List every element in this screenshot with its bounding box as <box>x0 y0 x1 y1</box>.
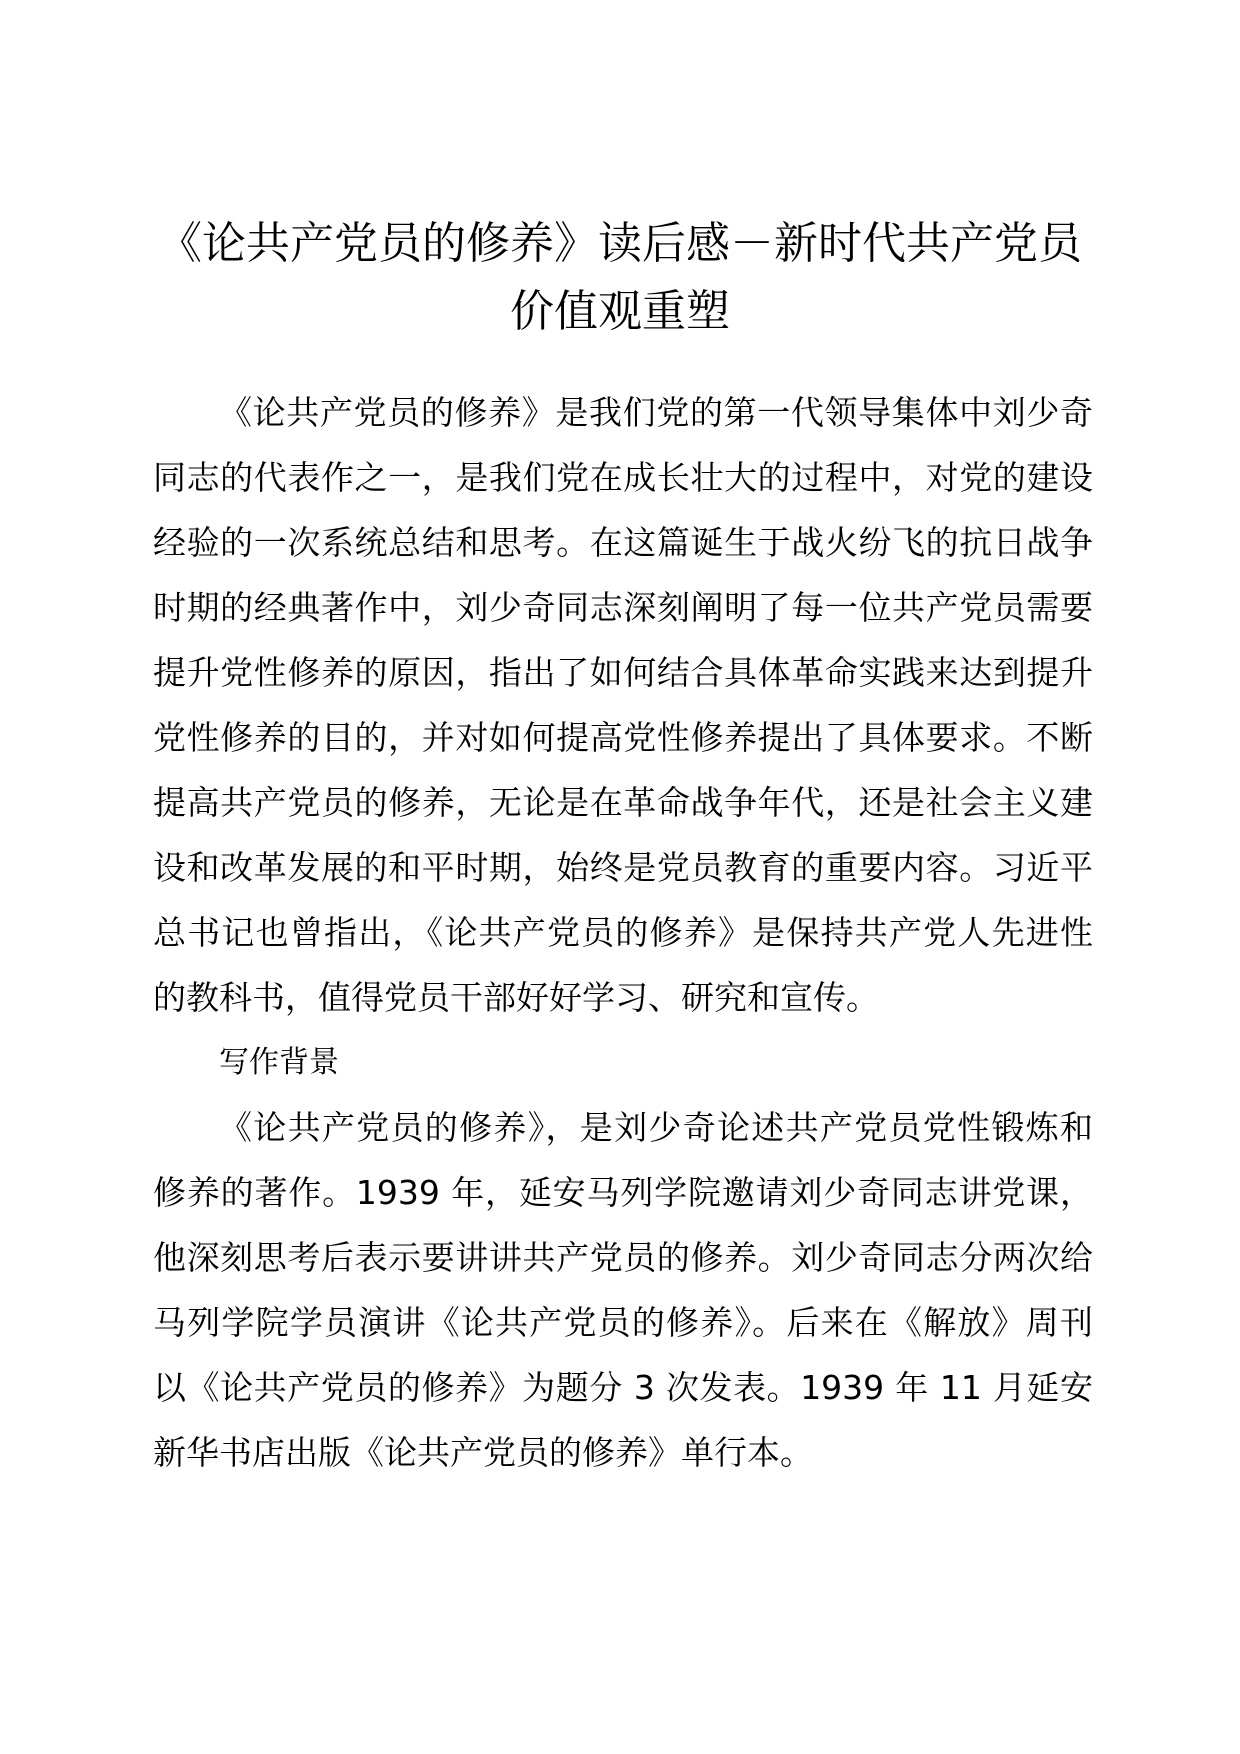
section-heading: 写作背景 <box>219 1045 339 1080</box>
background-paragraph: 《论共产党员的修养》，是刘少奇论述共产党员党性锻炼和修养的著作。1939 年，延安马列学院邀请刘少奇同志讲党课，他深刻思考后表示要讲讲共产党员的修养。刘少奇同志分两次给马列学院学员演讲《论共产党员的修养》。后来在《解放》周刊以《论共产党员的修养》为题分 3 次发表。1939 年 11 月延安新华书店出版《论共产党员的修养》单行本。 <box>153 1108 1093 1472</box>
document-title: 《论共产党员的修养》读后感－新时代共产党员价值观重塑 <box>158 218 1082 337</box>
document-body <box>153 380 1093 1485</box>
intro-paragraph: 《论共产党员的修养》是我们党的第一代领导集体中刘少奇同志的代表作之一，是我们党在成长壮大的过程中，对党的建设经验的一次系统总结和思考。在这篇诞生于战火纷飞的抗日战争时期的经典著作中，刘少奇同志深刻阐明了每一位共产党员需要提升党性修养的原因，指出了如何结合具体革命实践来达到提升党性修养的目的，并对如何提高党性修养提出了具体要求。不断提高共产党员的修养，无论是在革命战争年代，还是社会主义建设和改革发展的和平时期，始终是党员教育的重要内容。习近平总书记也曾指出，《论共产党员的修养》是保持共产党人先进性的教科书，值得党员干部好好学习、研究和宣传。 <box>153 393 1093 1017</box>
